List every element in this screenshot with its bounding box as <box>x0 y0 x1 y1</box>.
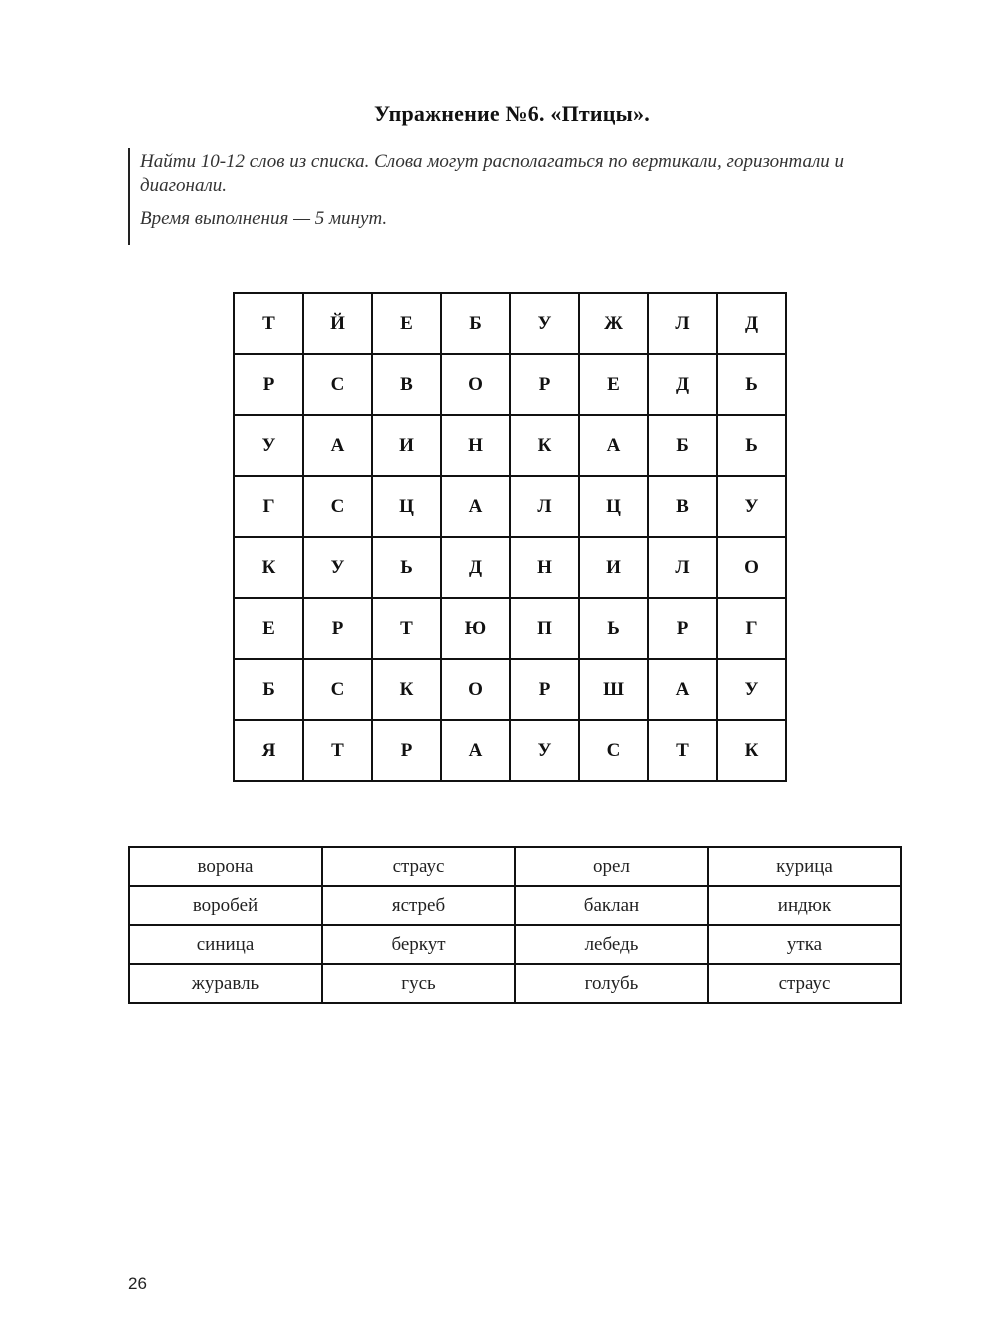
word-list-cell: беркут <box>322 925 515 964</box>
grid-cell: Ю <box>441 598 510 659</box>
grid-cell: Т <box>234 293 303 354</box>
grid-cell: Т <box>303 720 372 781</box>
grid-row <box>234 476 786 537</box>
grid-cell: Ь <box>717 415 786 476</box>
grid-cell: Н <box>510 537 579 598</box>
grid-row <box>234 659 786 720</box>
time-limit-text: Время выполнения — 5 минут. <box>140 208 388 229</box>
grid-cell: У <box>303 537 372 598</box>
grid-cell: Н <box>441 415 510 476</box>
grid-row <box>234 415 786 476</box>
grid-cell: К <box>372 659 441 720</box>
grid-cell: Ц <box>579 476 648 537</box>
grid-cell: Г <box>234 476 303 537</box>
word-list-cell: лебедь <box>515 925 708 964</box>
grid-cell: А <box>441 720 510 781</box>
grid-cell: К <box>717 720 786 781</box>
grid-cell: Д <box>717 293 786 354</box>
grid-cell: Ш <box>579 659 648 720</box>
grid-cell: А <box>648 659 717 720</box>
word-list-cell: ястреб <box>322 886 515 925</box>
word-list-cell: воробей <box>129 886 322 925</box>
grid-cell: О <box>441 354 510 415</box>
grid-cell: А <box>303 415 372 476</box>
word-list-row <box>129 886 901 925</box>
grid-cell: К <box>510 415 579 476</box>
word-list-cell: гусь <box>322 964 515 1003</box>
word-list-cell: утка <box>708 925 901 964</box>
grid-cell: Г <box>717 598 786 659</box>
grid-cell: У <box>510 720 579 781</box>
grid-cell: В <box>648 476 717 537</box>
grid-cell: Д <box>441 537 510 598</box>
grid-cell: И <box>579 537 648 598</box>
grid-cell: Я <box>234 720 303 781</box>
grid-cell: Р <box>234 354 303 415</box>
letter-grid <box>233 292 787 782</box>
grid-row <box>234 720 786 781</box>
grid-cell: И <box>372 415 441 476</box>
grid-cell: В <box>372 354 441 415</box>
word-list-cell: страус <box>708 964 901 1003</box>
grid-cell: Л <box>510 476 579 537</box>
grid-cell: Ь <box>579 598 648 659</box>
instructions-block <box>128 148 888 245</box>
word-list-row <box>129 847 901 886</box>
grid-cell: Д <box>648 354 717 415</box>
grid-cell: У <box>717 659 786 720</box>
word-list-table <box>128 846 902 1004</box>
grid-cell: Й <box>303 293 372 354</box>
grid-cell: О <box>717 537 786 598</box>
grid-cell: У <box>717 476 786 537</box>
grid-row <box>234 598 786 659</box>
grid-cell: Р <box>648 598 717 659</box>
grid-cell: А <box>579 415 648 476</box>
grid-cell: Р <box>303 598 372 659</box>
grid-cell: О <box>441 659 510 720</box>
grid-cell: Т <box>372 598 441 659</box>
grid-row <box>234 293 786 354</box>
word-list-cell: ворона <box>129 847 322 886</box>
grid-cell: Ц <box>372 476 441 537</box>
word-list-cell: журавль <box>129 964 322 1003</box>
grid-cell: Е <box>234 598 303 659</box>
grid-cell: Ь <box>372 537 441 598</box>
word-list-cell: индюк <box>708 886 901 925</box>
grid-cell: Ь <box>717 354 786 415</box>
grid-cell: К <box>234 537 303 598</box>
page-title: Упражнение №6. «Птицы». <box>374 101 650 126</box>
grid-cell: С <box>303 354 372 415</box>
grid-cell: Л <box>648 537 717 598</box>
grid-row <box>234 354 786 415</box>
grid-cell: А <box>441 476 510 537</box>
grid-row <box>234 537 786 598</box>
grid-cell: Р <box>510 659 579 720</box>
word-list-cell: курица <box>708 847 901 886</box>
grid-cell: Р <box>510 354 579 415</box>
grid-cell: Т <box>648 720 717 781</box>
grid-cell: Ж <box>579 293 648 354</box>
grid-cell: Б <box>648 415 717 476</box>
grid-cell: С <box>303 659 372 720</box>
word-list-cell: синица <box>129 925 322 964</box>
grid-cell: Р <box>372 720 441 781</box>
grid-cell: Л <box>648 293 717 354</box>
grid-cell: С <box>579 720 648 781</box>
word-list-cell: баклан <box>515 886 708 925</box>
word-list-cell: страус <box>322 847 515 886</box>
page-number: 26 <box>128 1274 147 1293</box>
grid-cell: У <box>510 293 579 354</box>
word-list-cell: голубь <box>515 964 708 1003</box>
grid-cell: Б <box>234 659 303 720</box>
grid-cell: Е <box>372 293 441 354</box>
grid-cell: П <box>510 598 579 659</box>
word-list-row <box>129 964 901 1003</box>
grid-cell: Б <box>441 293 510 354</box>
grid-cell: У <box>234 415 303 476</box>
instructions-text: Найти 10-12 слов из списка. Слова могут располагаться по вертикали, горизонтали и диагонали. <box>140 151 845 196</box>
word-list-row <box>129 925 901 964</box>
grid-cell: С <box>303 476 372 537</box>
word-list-cell: орел <box>515 847 708 886</box>
grid-cell: Е <box>579 354 648 415</box>
